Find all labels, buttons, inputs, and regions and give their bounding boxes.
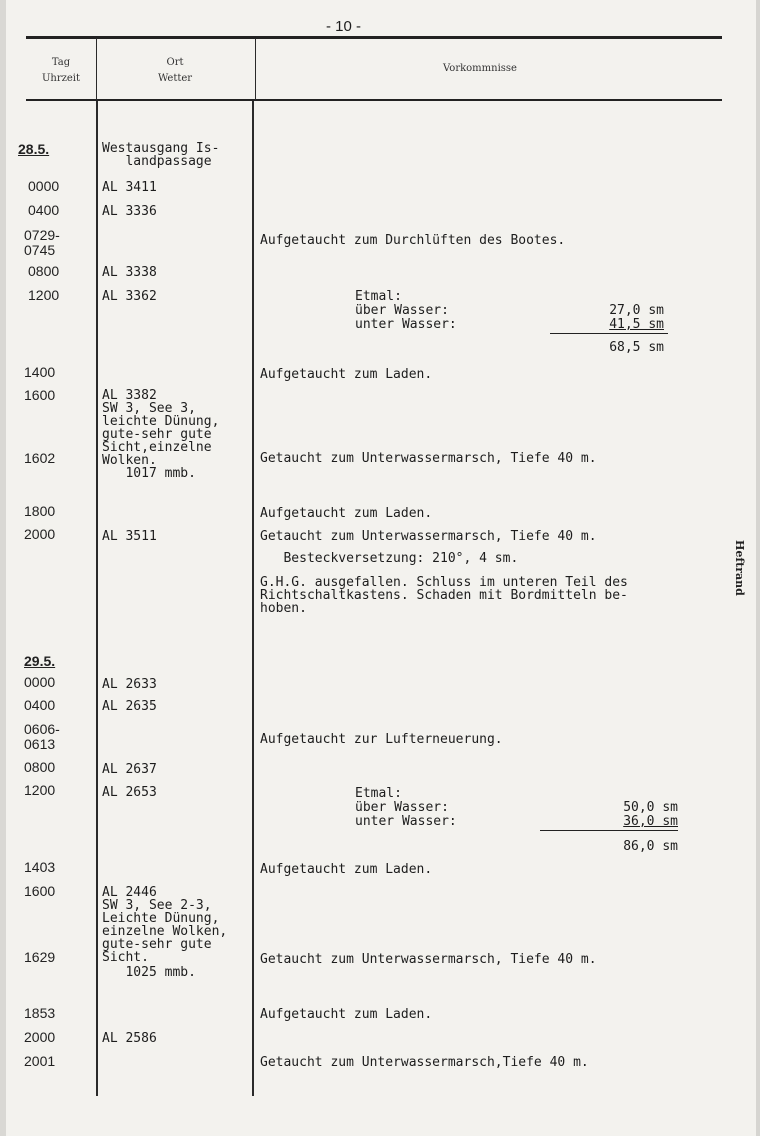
event-cell: Getaucht zum Unterwassermarsch, Tiefe 40 m. xyxy=(260,529,597,544)
date-heading: 28.5. xyxy=(18,141,50,157)
time-cell: 1200 xyxy=(24,782,56,798)
time-cell: 1602 xyxy=(24,450,56,466)
event-cell: Aufgetaucht zum Laden. xyxy=(260,367,433,382)
event-cell: G.H.G. ausgefallen. Schluss im unteren Teil des Richtschaltkastens. Schaden mit Bordmitteln be- hoben. xyxy=(260,575,628,616)
header-vorkommnisse: Vorkommnisse xyxy=(443,63,517,74)
etmal-label: über Wasser: xyxy=(355,303,449,318)
margin-note: Heftrand xyxy=(733,540,746,596)
event-cell: Getaucht zum Unterwassermarsch, Tiefe 40 m. xyxy=(260,451,597,466)
time-cell: 2000 xyxy=(24,526,56,542)
time-cell: 0000 xyxy=(28,178,60,194)
place-cell: AL 2635 xyxy=(102,699,157,714)
etmal-label: unter Wasser: xyxy=(355,317,457,332)
header-tag: Tag Uhrzeit xyxy=(41,57,81,84)
header-bottom-rule xyxy=(26,99,722,101)
column-divider-2-header xyxy=(255,38,256,100)
etmal-total: 68,5 sm xyxy=(609,340,664,355)
time-cell: 1629 xyxy=(24,949,56,965)
etmal-sum-rule xyxy=(550,333,668,334)
column-divider-2 xyxy=(252,101,254,1096)
time-cell: 1600 xyxy=(24,387,56,403)
event-cell: Besteckversetzung: 210°, 4 sm. xyxy=(260,551,519,566)
etmal-title: Etmal: xyxy=(355,786,402,801)
event-cell: Aufgetaucht zum Laden. xyxy=(260,506,433,521)
time-cell: 0400 xyxy=(28,202,60,218)
time-cell: 1800 xyxy=(24,503,56,519)
place-cell: 1025 mmb. xyxy=(102,965,196,980)
place-cell: AL 2637 xyxy=(102,762,157,777)
etmal-title: Etmal: xyxy=(355,289,402,304)
time-cell: 2000 xyxy=(24,1029,56,1045)
time-cell: 0000 xyxy=(24,674,56,690)
place-cell: AL 2446 SW 3, See 2-3, Leichte Dünung, einzelne Wolken, gute-sehr gute Sicht. xyxy=(102,885,228,965)
event-cell: Getaucht zum Unterwassermarsch, Tiefe 40 m. xyxy=(260,952,597,967)
place-cell: Westausgang Is- landpassage xyxy=(102,141,220,169)
event-cell: Aufgetaucht zur Lufterneuerung. xyxy=(260,732,503,747)
event-cell: Aufgetaucht zum Laden. xyxy=(260,1007,433,1022)
place-cell: AL 3382 SW 3, See 3, leichte Dünung, gute-sehr gute Sicht,einzelne Wolken. xyxy=(102,388,220,468)
place-cell: AL 2633 xyxy=(102,677,157,692)
event-cell: Getaucht zum Unterwassermarsch,Tiefe 40 m. xyxy=(260,1055,589,1070)
place-cell: AL 3338 xyxy=(102,265,157,280)
time-cell: 1600 xyxy=(24,883,56,899)
etmal-label: über Wasser: xyxy=(355,800,449,815)
page-left-edge xyxy=(0,0,6,1136)
etmal-total: 86,0 sm xyxy=(623,839,678,854)
time-cell: 0400 xyxy=(24,697,56,713)
header-ort: Ort Wetter xyxy=(157,57,193,84)
time-cell: 0606- 0613 xyxy=(24,721,60,752)
etmal-sum-rule xyxy=(540,830,678,831)
date-heading: 29.5. xyxy=(24,653,56,669)
time-cell: 0800 xyxy=(24,759,56,775)
time-cell: 1403 xyxy=(24,859,56,875)
place-cell: 1017 mmb. xyxy=(102,466,196,481)
place-cell: AL 3362 xyxy=(102,289,157,304)
etmal-label: unter Wasser: xyxy=(355,814,457,829)
place-cell: AL 3336 xyxy=(102,204,157,219)
place-cell: AL 3411 xyxy=(102,180,157,195)
place-cell: AL 3511 xyxy=(102,529,157,544)
place-cell: AL 2586 xyxy=(102,1031,157,1046)
header-top-rule xyxy=(26,36,722,39)
time-cell: 0800 xyxy=(28,263,60,279)
time-cell: 1853 xyxy=(24,1005,56,1021)
place-cell: AL 2653 xyxy=(102,785,157,800)
etmal-value: 27,0 sm xyxy=(609,303,664,318)
etmal-value: 36,0 sm xyxy=(623,814,678,829)
time-cell: 1400 xyxy=(24,364,56,380)
column-divider-1-header xyxy=(96,38,97,100)
time-cell: 0729- 0745 xyxy=(24,227,60,258)
etmal-value: 50,0 sm xyxy=(623,800,678,815)
event-cell: Aufgetaucht zum Durchlüften des Bootes. xyxy=(260,233,566,248)
time-cell: 2001 xyxy=(24,1053,56,1069)
etmal-value: 41,5 sm xyxy=(609,317,664,332)
page-number: - 10 - xyxy=(326,18,362,35)
column-divider-1 xyxy=(96,101,98,1096)
page-right-edge xyxy=(756,0,760,1136)
time-cell: 1200 xyxy=(28,287,60,303)
event-cell: Aufgetaucht zum Laden. xyxy=(260,862,433,877)
